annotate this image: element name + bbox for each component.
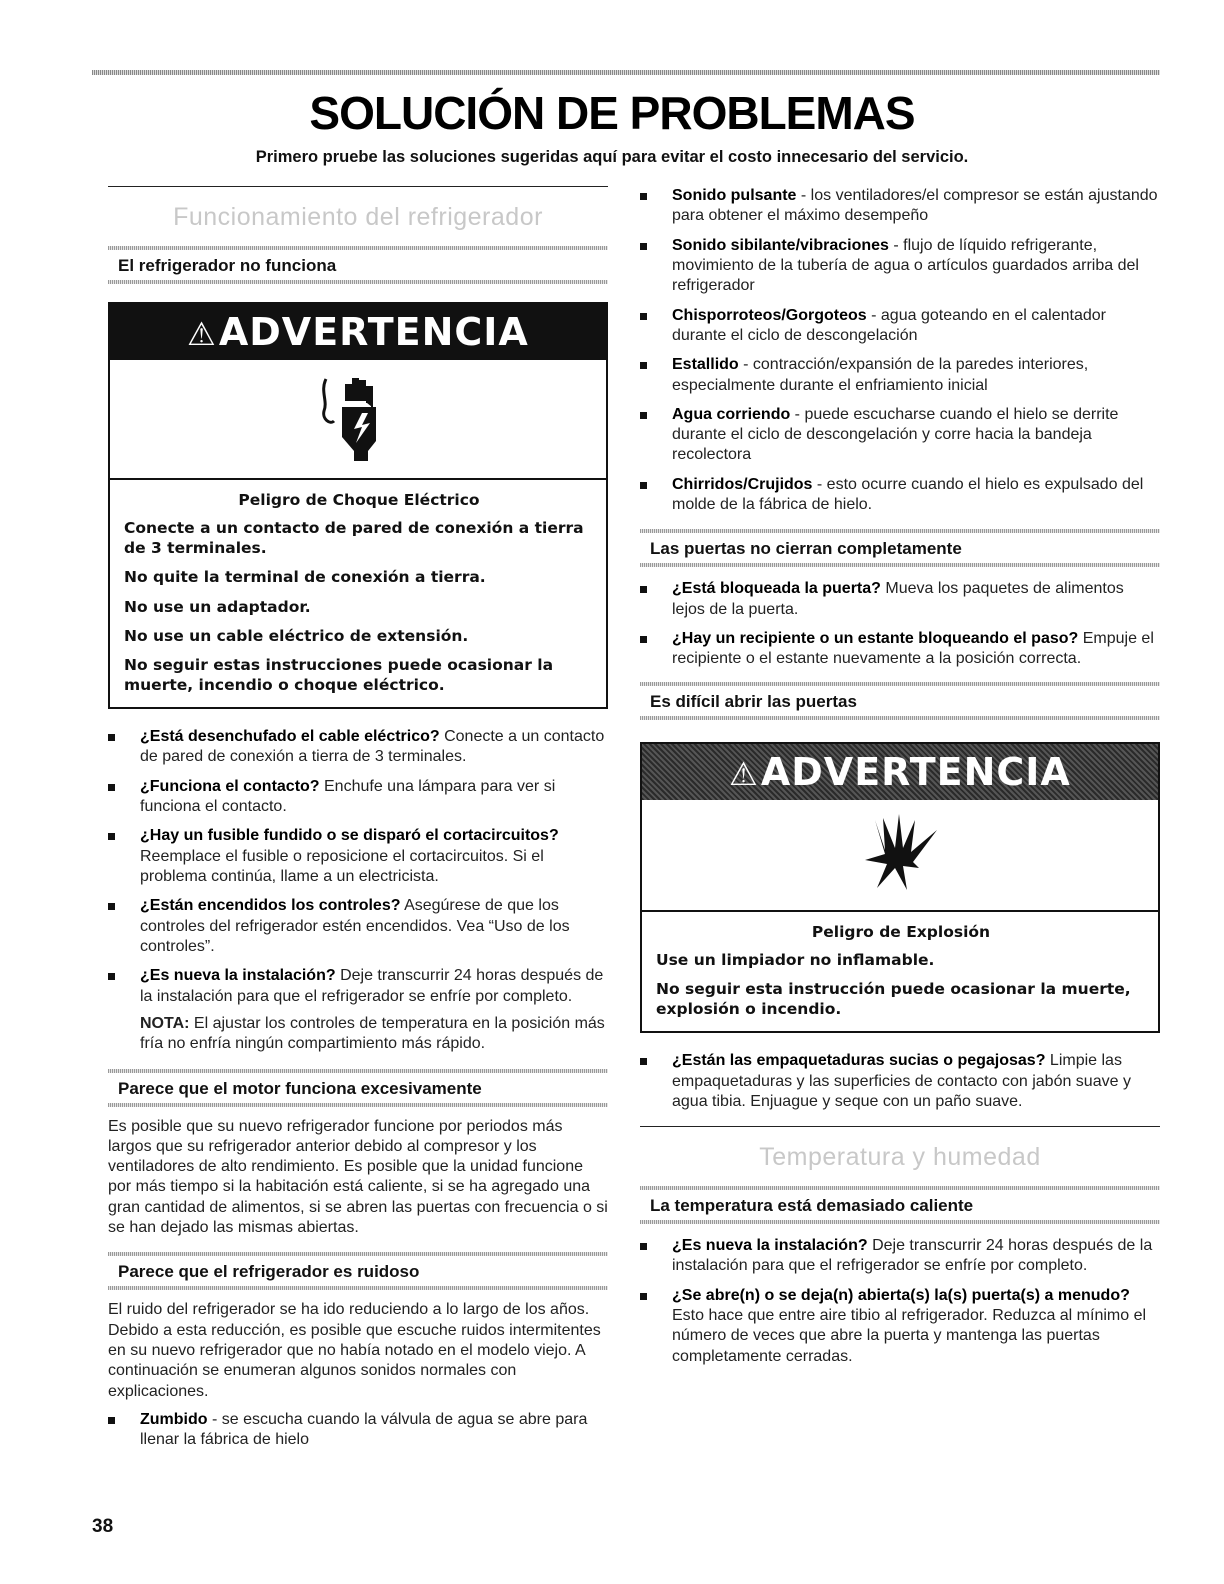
list-item	[108, 826, 608, 887]
item-answer: Deje transcurrir 24 horas después de la instalación para que el refrigerador se enfríe por completo.	[140, 967, 604, 1005]
warning-header	[642, 744, 1158, 800]
item-question: Zumbido	[140, 1410, 208, 1428]
item-question: ¿Están las empaquetaduras sucias o pegajosas?	[672, 1052, 1046, 1070]
warning-body	[642, 912, 1158, 1032]
warning-heading: ADVERTENCIA	[760, 749, 1071, 794]
electric-shock-icon	[110, 360, 606, 480]
doors-list	[640, 579, 1160, 669]
item-question: ¿Está desenchufado el cable eléctrico?	[140, 728, 440, 746]
warning-line: Use un limpiador no inflamable.	[656, 950, 935, 969]
item-question: Sonido sibilante/vibraciones	[672, 236, 889, 254]
list-item	[108, 1410, 608, 1451]
item-answer: - se escucha cuando la válvula de agua se abre para llenar la fábrica de hielo	[140, 1410, 588, 1449]
warning-triangle-icon: ⚠	[187, 315, 217, 353]
warning-triangle-icon: ⚠	[729, 754, 759, 793]
list-item	[640, 306, 1160, 347]
item-answer: Esto hace que entre aire tibio al refrigerador. Reduzca al mínimo el número de veces que abre la puerta y mantenga las puertas completamente cerradas.	[672, 1307, 1147, 1365]
section-title-temperatura: Temperatura y humedad	[759, 1143, 1041, 1172]
sounds-list-left	[108, 1410, 608, 1451]
warning-box-explosion	[640, 742, 1160, 1034]
sounds-list-right	[640, 186, 1160, 515]
item-question: Chirridos/Crujidos	[672, 475, 813, 493]
item-answer: Reemplace el fusible o reposicione el cortacircuitos. Si el problema continúa, llame a un electricista.	[140, 847, 544, 885]
list-item	[640, 579, 1160, 620]
list-item	[108, 966, 608, 1007]
note-label: NOTA:	[140, 1014, 190, 1032]
item-answer: - puede escucharse cuando el hielo se derrite durante el ciclo de descongelación y corre hacia la bandeja recolectora	[672, 405, 1119, 464]
warning-body	[110, 480, 606, 707]
subhead-puertas-no-cierran: Las puertas no cierran completamente	[650, 539, 962, 559]
item-answer: Conecte a un contacto de pared de conexión a tierra de 3 terminales.	[140, 728, 605, 766]
item-answer: Mueva los paquetes de alimentos lejos de la puerta.	[672, 580, 1124, 618]
gaskets-list	[640, 1051, 1160, 1112]
list-item	[108, 777, 608, 818]
top-rule	[92, 70, 1160, 75]
warning-hazard-title: Peligro de Choque Eléctrico	[238, 491, 480, 509]
paragraph-motor: Es posible que su nuevo refrigerador funcione por periodos más largos que su refrigerador anterior debido al compresor y los ventiladores de alto rendimiento. Es posible que la unidad funcione por más tiempo si la habitación está caliente, si se ha agregado una gran cantidad de alimentos, si se abren las puertas con frecuencia o si se han dejado las mismas abiertas.	[108, 1117, 608, 1237]
item-question: ¿Es nueva la instalación?	[672, 1237, 868, 1255]
item-answer: - agua goteando en el calentador durante el ciclo de descongelación	[672, 306, 1106, 344]
item-question: ¿Está bloqueada la puerta?	[672, 580, 881, 598]
item-question: ¿Se abre(n) o se deja(n) abierta(s) la(s) puerta(s) a menudo?	[672, 1286, 1130, 1304]
dotted-rule	[108, 280, 608, 284]
list-item	[640, 236, 1160, 297]
item-answer: Asegúrese de que los controles del refrigerador estén encendidos. Vea “Uso de los controles”.	[140, 897, 570, 955]
warning-line: No seguir estas instrucciones puede ocasionar la muerte, incendio o choque eléctrico.	[124, 655, 554, 694]
list-item	[640, 1286, 1160, 1367]
page-number: 38	[92, 1516, 114, 1537]
subhead-no-funciona: El refrigerador no funciona	[118, 256, 337, 275]
page-subtitle: Primero pruebe las soluciones sugeridas aquí para evitar el costo innecesario del servicio.	[255, 148, 969, 166]
list-item	[108, 896, 608, 957]
note-text: El ajustar los controles de temperatura en la posición más fría no enfría ningún compartimiento más rápido.	[140, 1014, 605, 1053]
warning-box-electric	[108, 302, 608, 709]
item-question: Estallido	[672, 356, 739, 374]
note	[108, 1014, 608, 1055]
item-question: Sonido pulsante	[672, 187, 797, 204]
item-question: ¿Funciona el contacto?	[140, 777, 320, 795]
warning-line: No use un cable eléctrico de extensión.	[124, 626, 469, 645]
item-answer: - esto ocurre cuando el hielo es expulsado del molde de la fábrica de hielo.	[672, 475, 1144, 514]
list-item	[640, 629, 1160, 670]
temp-list	[640, 1236, 1160, 1367]
item-question: ¿Es nueva la instalación?	[140, 967, 336, 985]
list-item	[640, 1051, 1160, 1112]
list-item	[640, 355, 1160, 396]
warning-heading: ADVERTENCIA	[218, 310, 529, 354]
warning-line: No seguir esta instrucción puede ocasionar la muerte, explosión o incendio.	[656, 979, 1131, 1019]
warning-line: No quite la terminal de conexión a tierra.	[124, 568, 486, 587]
section-title-funcionamiento: Funcionamiento del refrigerador	[173, 203, 543, 231]
item-question: ¿Están encendidos los controles?	[140, 897, 401, 915]
list-item	[640, 1236, 1160, 1277]
item-question: ¿Hay un recipiente o un estante bloqueando el paso?	[672, 630, 1079, 647]
subhead-temp-caliente: La temperatura está demasiado caliente	[650, 1196, 974, 1216]
warning-header	[110, 304, 606, 360]
explosion-icon	[642, 800, 1158, 912]
item-answer: Empuje el recipiente o el estante nuevamente a la posición correcta.	[672, 630, 1154, 668]
item-answer: - los ventiladores/el compresor se están ajustando para obtener el máximo desempeño	[672, 187, 1158, 225]
page-title: SOLUCIÓN DE PROBLEMAS	[309, 87, 915, 139]
warning-line: No use un adaptador.	[124, 597, 311, 616]
item-question: ¿Hay un fusible fundido o se disparó el cortacircuitos?	[140, 827, 559, 845]
item-answer: - contracción/expansión de la paredes interiores, especialmente durante el enfriamiento inicial	[672, 356, 1089, 394]
item-answer: - flujo de líquido refrigerante, movimiento de la tubería de agua o artículos guardados arriba del refrigerador	[672, 236, 1139, 295]
item-question: Chisporroteos/Gorgoteos	[672, 306, 867, 324]
dotted-rule	[108, 1103, 608, 1107]
list-item	[640, 475, 1160, 516]
item-answer: Limpie las empaquetaduras y las superficies de contacto con jabón suave y agua tibia. Enjuague y seque con un paño suave.	[672, 1052, 1131, 1110]
warning-line: Conecte a un contacto de pared de conexión a tierra de 3 terminales.	[124, 519, 584, 558]
item-question: Agua corriendo	[672, 405, 791, 423]
no-funciona-list	[108, 727, 608, 1007]
subhead-motor: Parece que el motor funciona excesivamente	[118, 1078, 482, 1098]
dotted-rule	[640, 716, 1160, 720]
subhead-ruidoso: Parece que el refrigerador es ruidoso	[118, 1262, 420, 1282]
subhead-dificil-abrir: Es difícil abrir las puertas	[650, 691, 857, 711]
item-answer: Enchufe una lámpara para ver si funciona el contacto.	[140, 777, 556, 816]
paragraph-ruidoso: El ruido del refrigerador se ha ido reduciendo a lo largo de los años. Debido a esta reducción, es posible que escuche ruidos intermitentes en su nuevo refrigerador que no había notado en el modelo viejo. A continuación se enumeran algunos sonidos normales con explicaciones.	[108, 1301, 601, 1400]
list-item	[640, 405, 1160, 466]
list-item	[108, 727, 608, 768]
dotted-rule	[640, 1220, 1160, 1224]
left-column	[108, 186, 608, 1460]
right-column	[640, 186, 1160, 1376]
item-answer: Deje transcurrir 24 horas después de la instalación para que el refrigerador se enfríe por completo.	[672, 1237, 1153, 1275]
dotted-rule	[640, 563, 1160, 567]
list-item	[640, 186, 1160, 227]
warning-hazard-title: Peligro de Explosión	[811, 922, 991, 941]
dotted-rule	[108, 1286, 608, 1290]
